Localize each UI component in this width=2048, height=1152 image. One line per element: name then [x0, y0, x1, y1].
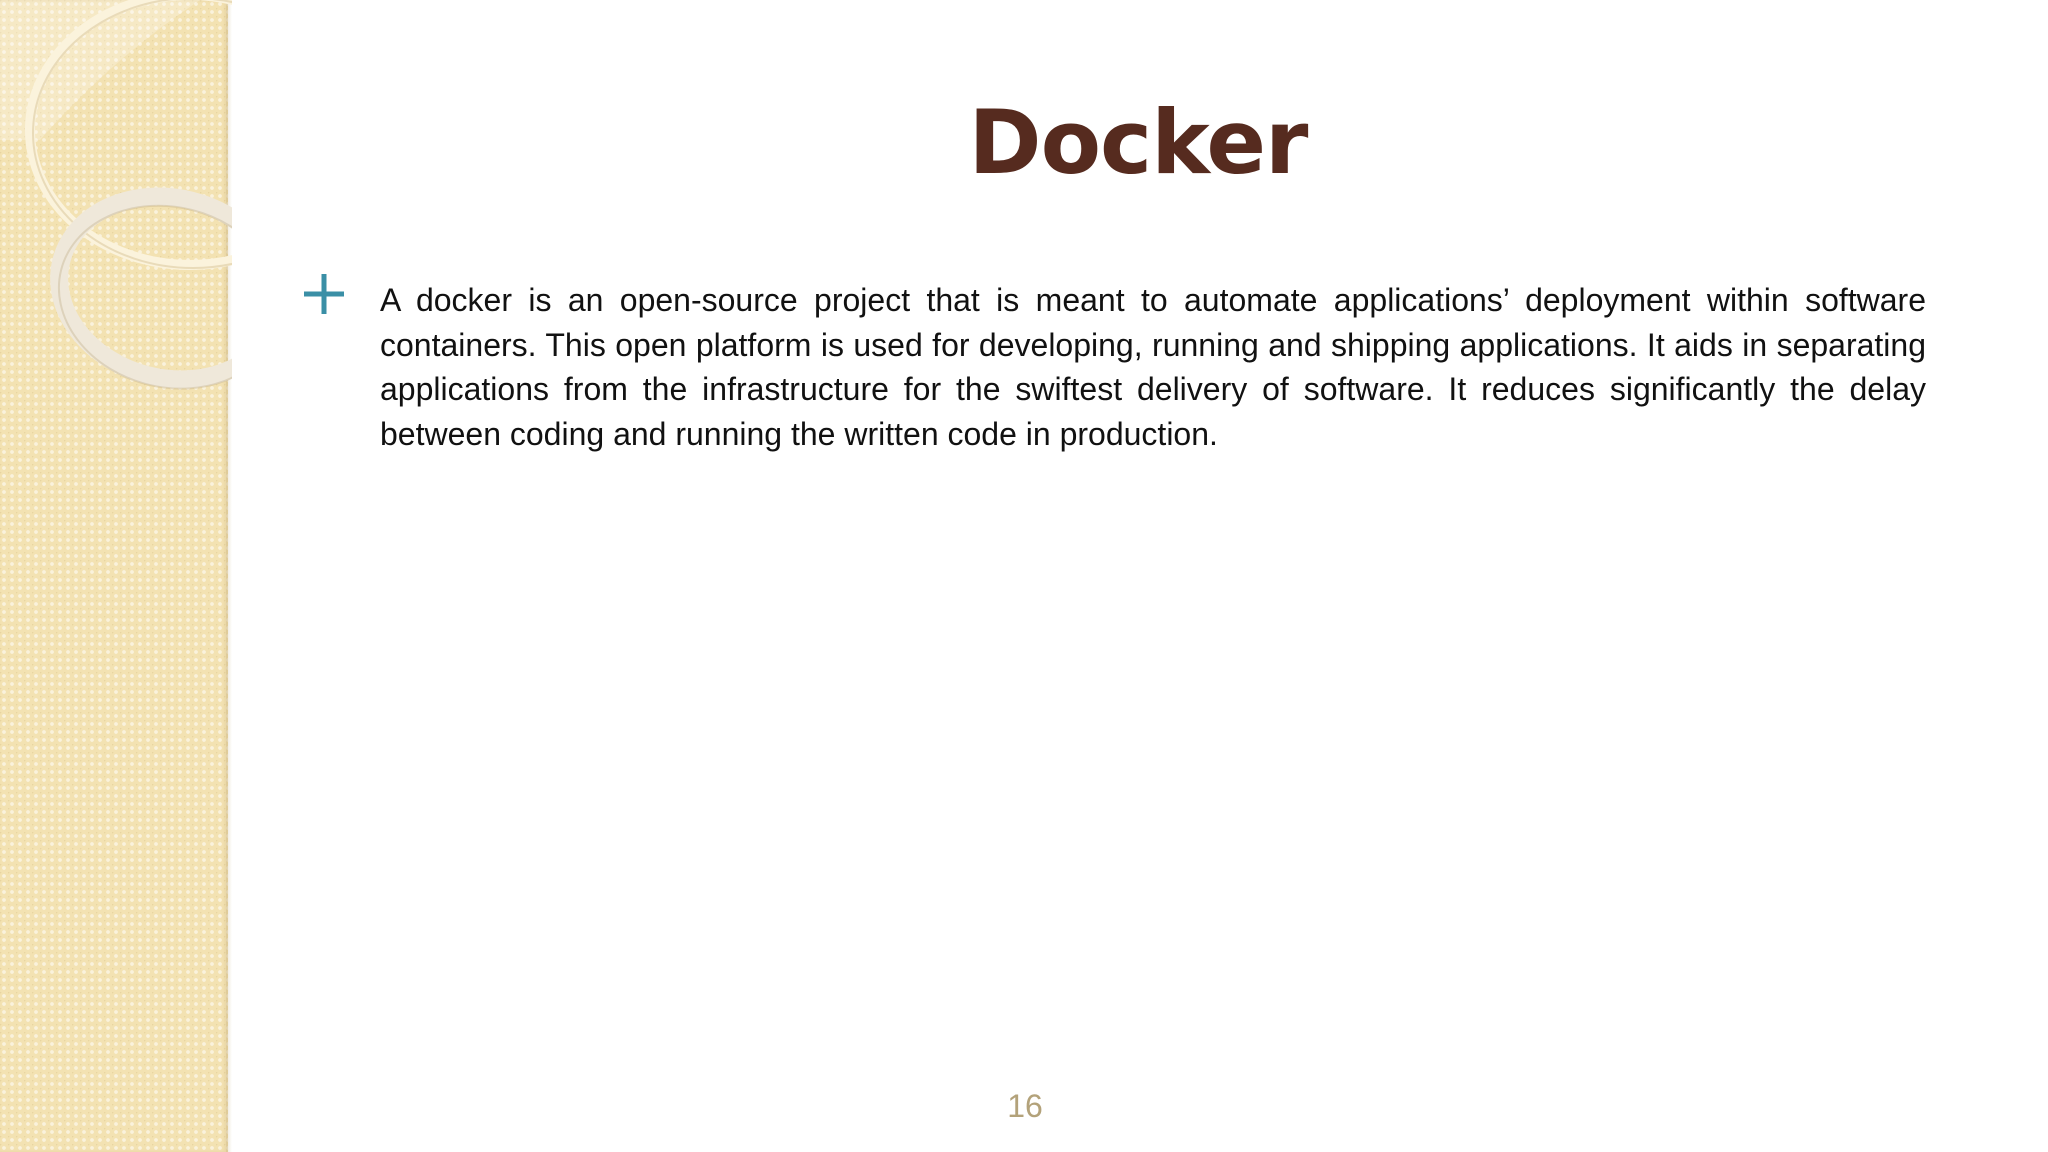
bullet-text: A docker is an open-source project that is meant to automate applications’ deployment within software containers. This open platform is used for developing, running and shipping applications. It aids in separating applications from the infrastructure for the swiftest delivery of software. It reduces significantly the delay between coding and running the written code in production.	[380, 282, 1926, 452]
decorative-rings-icon	[0, 0, 232, 420]
slide-title	[228, 88, 2048, 198]
page-number: 16	[1007, 1088, 1043, 1124]
slide-title-text: Docker	[968, 91, 1308, 194]
plus-bullet-icon	[304, 274, 344, 314]
